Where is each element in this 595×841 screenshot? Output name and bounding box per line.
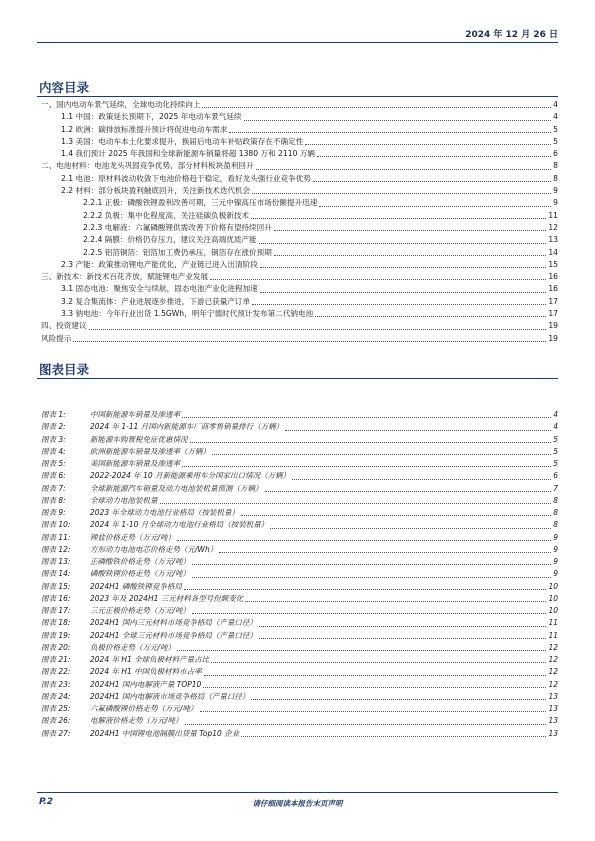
toc-leader-dots <box>317 156 551 157</box>
figure-entry-text <box>37 409 180 421</box>
figure-label: 图表 9: <box>41 508 66 517</box>
figure-title: 2023 年及 2024H1 三元材料各型号份额变化 <box>90 593 244 603</box>
figure-entry[interactable] <box>37 703 558 715</box>
figure-page: 10 <box>548 581 558 591</box>
figure-leader-dots <box>219 552 551 553</box>
figure-label: 图表 5: <box>41 459 66 468</box>
figure-label: 图表 13: <box>41 557 71 566</box>
toc-entry-page: 8 <box>553 173 558 183</box>
figure-entry-text <box>37 679 201 691</box>
figure-leader-dots <box>177 650 546 651</box>
figure-entry[interactable] <box>37 483 558 495</box>
toc-entry-title: 3.2 复合集流体：产业进展逐步推进，下游已获量产订单 <box>61 296 251 306</box>
figure-entry[interactable] <box>37 532 558 544</box>
figure-leader-dots <box>285 430 551 431</box>
figure-title: 美国新能源车销量及渗透率 <box>90 459 180 468</box>
figure-page: 11 <box>548 630 558 640</box>
figure-page: 13 <box>548 704 558 713</box>
figure-page: 13 <box>548 716 558 726</box>
toc-leader-dots <box>229 132 551 133</box>
toc-entry-page: 19 <box>548 333 558 343</box>
toc-entry[interactable] <box>37 259 558 271</box>
contents-divider <box>37 96 558 97</box>
figure-title: 2022-2024 年 10 月新能源乘用车分国家出口情况（万辆） <box>90 471 291 481</box>
figure-leader-dots <box>182 466 551 467</box>
figure-page: 8 <box>553 508 558 517</box>
figure-label: 图表 15: <box>41 581 71 591</box>
figure-label: 图表 8: <box>41 495 66 505</box>
figure-title: 磷酸铁锂价格走势（万元/吨） <box>90 569 191 579</box>
header-divider <box>37 42 558 43</box>
figure-leader-dots <box>265 491 552 492</box>
figure-page: 9 <box>553 569 558 579</box>
figure-entry[interactable] <box>37 409 558 421</box>
figure-entry[interactable] <box>37 544 558 556</box>
toc-leader-dots <box>260 292 547 293</box>
figure-title: 全球新能源汽车销量及动力电池装机量预测（万辆） <box>90 483 263 493</box>
figure-entry[interactable] <box>37 654 558 666</box>
figure-entry-text <box>37 470 290 482</box>
toc-entry-title: 2.2 材料：部分板块盈利触底回升，关注新技术迭代机会 <box>61 186 251 196</box>
figure-label: 图表 14: <box>41 569 71 579</box>
figure-entry[interactable] <box>37 458 558 470</box>
toc-entry-page: 19 <box>548 321 558 331</box>
toc-entry-title: 2.2.3 电解液：六氟磷酸锂供需改善下价格有望持续回升 <box>83 222 272 232</box>
toc-entry[interactable] <box>37 234 558 246</box>
figure-title: 2024H1 中国锂电池隔膜出货量 Top10 企业 <box>90 728 240 738</box>
figure-page: 8 <box>553 520 558 530</box>
figure-title: 方形动力电池电芯价格走势（元/Wh） <box>90 544 218 554</box>
figure-entry[interactable] <box>37 581 558 593</box>
figure-entry[interactable] <box>37 470 558 482</box>
figure-leader-dots <box>259 638 547 639</box>
toc-leader-dots <box>73 341 546 342</box>
figure-label: 图表 25: <box>41 704 71 713</box>
figure-entry[interactable] <box>37 605 558 617</box>
toc-leader-dots <box>260 267 547 268</box>
toc-entry-title: 三、新技术：新技术百花齐放，赋能锂电产业发展 <box>41 272 209 282</box>
figure-leader-dots <box>259 626 547 627</box>
toc-entry-title: 2.3 产能：政策推动锂电产能优化，产业链已进入出清阶段 <box>61 259 258 269</box>
figure-entry[interactable] <box>37 630 558 642</box>
toc-entry[interactable] <box>37 136 558 148</box>
figure-entry[interactable] <box>37 434 558 446</box>
figure-title: 新能源车购置税免征优惠情况 <box>90 434 188 444</box>
toc-entry-title: 二、电池材料：电池龙头巩固竞争优势，部分材料板块盈利回升 <box>41 161 254 171</box>
toc-leader-dots <box>202 107 551 108</box>
figure-label: 图表 26: <box>41 716 71 726</box>
toc-leader-dots <box>89 329 547 330</box>
toc-entry-title: 风险提示 <box>41 333 72 343</box>
figure-entry-text <box>37 421 283 433</box>
figures-divider <box>37 378 558 379</box>
toc-entry-title: 四、投资建议 <box>41 321 87 331</box>
figure-page: 11 <box>548 618 558 628</box>
figure-page: 5 <box>553 434 558 444</box>
figure-label: 图表 17: <box>41 606 71 615</box>
figure-page: 10 <box>548 606 558 615</box>
figure-page: 6 <box>553 471 558 481</box>
figure-title: 中国新能源车销量及渗透率 <box>90 410 180 419</box>
toc-entry-title: 1.2 欧洲：碳排放标准提升预计将促进电动车需求 <box>61 124 228 134</box>
toc-entry[interactable] <box>37 197 558 209</box>
toc-entry[interactable] <box>37 308 558 320</box>
figure-leader-dots <box>160 503 552 504</box>
figure-leader-dots <box>204 675 547 676</box>
figure-entry[interactable] <box>37 691 558 703</box>
figure-entry-text <box>37 581 182 593</box>
figure-leader-dots <box>241 515 551 516</box>
figure-label: 图表 1: <box>41 410 66 419</box>
toc-entry-title: 1.1 中国：政策延长预期下，2025 年电动车景气延续 <box>61 112 242 122</box>
figure-leader-dots <box>200 711 547 712</box>
toc-leader-dots <box>244 120 552 121</box>
figure-entry[interactable] <box>37 568 558 580</box>
figure-page: 8 <box>553 495 558 505</box>
figure-entry-text <box>37 544 217 556</box>
toc-entry-page: 5 <box>553 124 558 134</box>
figure-title: 2024 年 1-10 月全球动力电池行业格局（按装机量） <box>90 520 269 530</box>
toc-entry[interactable] <box>37 222 558 234</box>
footer-divider <box>37 792 558 793</box>
figure-page: 9 <box>553 557 558 566</box>
toc-leader-dots <box>251 218 546 219</box>
figure-entry-text <box>37 556 190 568</box>
figure-entry-text <box>37 507 239 519</box>
figure-page: 10 <box>548 593 558 603</box>
toc-entry[interactable] <box>37 160 558 172</box>
figure-title: 欧洲新能源车销量及渗透率（万辆） <box>90 446 210 456</box>
toc-entry-page: 17 <box>548 309 558 319</box>
figure-title: 2024 年 H1 全球负极材料产量占比 <box>90 655 210 664</box>
figure-label: 图表 11: <box>41 532 71 542</box>
toc-leader-dots <box>274 255 547 256</box>
figure-title: 2024H1 国内电解液产量 TOP10 <box>90 679 202 689</box>
figure-leader-dots <box>185 724 547 725</box>
figure-entry-text <box>37 691 249 703</box>
figure-entry-text <box>37 728 239 740</box>
toc-leader-dots <box>315 316 546 317</box>
contents-list <box>37 99 558 345</box>
toc-entry-page: 15 <box>548 259 558 269</box>
figure-page: 9 <box>553 544 558 554</box>
figure-entry-text <box>37 483 263 495</box>
figure-entry-text <box>37 630 257 642</box>
figure-entry[interactable] <box>37 617 558 629</box>
figure-entry[interactable] <box>37 421 558 433</box>
figure-entry-text <box>37 532 175 544</box>
figures-list <box>37 409 558 740</box>
figure-entry-text <box>37 519 268 531</box>
toc-leader-dots <box>252 304 546 305</box>
figure-label: 图表 2: <box>41 422 66 432</box>
figure-entry-text <box>37 666 202 678</box>
figure-page: 5 <box>553 459 558 468</box>
figure-entry[interactable] <box>37 593 558 605</box>
figure-title: 2024H1 国内三元材料市场竞争格局（产量口径） <box>90 618 257 628</box>
figure-leader-dots <box>212 454 551 455</box>
figure-label: 图表 6: <box>41 471 66 481</box>
toc-entry-page: 4 <box>553 100 558 109</box>
toc-entry[interactable] <box>37 124 558 136</box>
figure-entry-text <box>37 715 183 727</box>
figure-leader-dots <box>245 601 546 602</box>
figure-entry-text <box>37 703 198 715</box>
figure-label: 图表 10: <box>41 520 71 530</box>
figure-page: 4 <box>553 422 558 432</box>
figure-entry[interactable] <box>37 642 558 654</box>
figure-entry[interactable] <box>37 507 558 519</box>
figure-title: 锂盐价格走势（万元/吨） <box>90 532 176 542</box>
figure-label: 图表 23: <box>41 679 71 689</box>
toc-entry-page: 9 <box>553 186 558 196</box>
figure-title: 2023 年全球动力电池行业格局（按装机量） <box>90 508 239 517</box>
figure-label: 图表 19: <box>41 630 71 640</box>
figure-entry[interactable] <box>37 679 558 691</box>
figure-page: 5 <box>553 446 558 456</box>
toc-entry-page: 11 <box>548 210 558 220</box>
toc-entry-title: 2.2.5 铝箔铜箔：铝箔加工费仍承压，铜箔存在涨价预期 <box>83 247 272 257</box>
toc-entry-page: 9 <box>553 198 558 208</box>
figure-label: 图表 18: <box>41 618 71 628</box>
figure-label: 图表 3: <box>41 434 66 444</box>
toc-leader-dots <box>256 169 552 170</box>
figure-title: 六氟磷酸锂价格走势（万元/吨） <box>90 704 198 713</box>
figure-entry-text <box>37 434 188 446</box>
toc-entry-page: 16 <box>548 272 558 282</box>
toc-leader-dots <box>313 181 551 182</box>
figure-page: 7 <box>553 483 558 493</box>
figure-page: 12 <box>548 655 558 664</box>
figure-page: 12 <box>548 642 558 652</box>
toc-leader-dots <box>252 193 551 194</box>
toc-entry-title: 3.3 钠电池：今年行业出货 1.5GWh，明年宁德时代预计发布第二代钠电池 <box>61 309 314 319</box>
contents-title: 内容目录 <box>39 80 90 95</box>
toc-leader-dots <box>319 206 551 207</box>
figure-leader-dots <box>192 564 551 565</box>
figure-leader-dots <box>241 736 546 737</box>
toc-leader-dots <box>305 144 551 145</box>
figure-label: 图表 16: <box>41 593 71 603</box>
figure-entry[interactable] <box>37 495 558 507</box>
figure-label: 图表 24: <box>41 691 71 701</box>
page-number: P.2 <box>39 797 53 807</box>
figure-title: 2024H1 全球三元材料市场竞争格局（产量口径） <box>90 630 257 640</box>
figures-title: 图表目录 <box>39 362 90 377</box>
toc-entry[interactable] <box>37 99 558 111</box>
figure-label: 图表 21: <box>41 655 71 664</box>
figure-page: 12 <box>548 667 558 677</box>
figure-leader-dots <box>203 687 546 688</box>
toc-entry[interactable] <box>37 247 558 259</box>
figure-entry-text <box>37 458 180 470</box>
figure-entry-text <box>37 605 190 617</box>
figure-label: 图表 12: <box>41 544 71 554</box>
toc-entry[interactable] <box>37 148 558 160</box>
figure-label: 图表 4: <box>41 446 66 456</box>
figure-leader-dots <box>270 528 551 529</box>
figure-title: 2024 年 1-11 月国内新能源车厂商零售销量排行（万辆） <box>90 422 284 432</box>
toc-entry-title: 3.1 固态电池：聚焦安全与续航，固态电池产业化进程加速 <box>61 284 258 294</box>
figure-page: 12 <box>548 679 558 689</box>
toc-entry-title: 2.2.1 正极：磷酸铁锂盈利改善可期，三元中镍高压市场份额提升迅速 <box>83 198 318 208</box>
toc-entry[interactable] <box>37 210 558 222</box>
figure-entry-text <box>37 495 158 507</box>
toc-entry[interactable] <box>37 271 558 283</box>
figure-leader-dots <box>177 540 551 541</box>
figure-title: 2024 年 H1 中国负极材料市占率 <box>90 667 202 677</box>
toc-entry[interactable] <box>37 296 558 308</box>
toc-entry-title: 2.2.2 负极：集中化程度高，关注硅碳负极新技术 <box>83 210 250 220</box>
figure-leader-dots <box>190 442 552 443</box>
toc-entry[interactable] <box>37 283 558 295</box>
figure-entry-text <box>37 568 190 580</box>
figure-entry[interactable] <box>37 666 558 678</box>
figure-title: 2024H1 国内电解液市场竞争格局（产量口径） <box>90 691 250 701</box>
toc-entry[interactable] <box>37 173 558 185</box>
toc-entry-page: 16 <box>548 284 558 294</box>
footer-disclaimer: 请仔细阅读本报告末页声明 <box>252 799 343 808</box>
toc-entry-page: 4 <box>553 112 558 122</box>
figure-page: 9 <box>553 532 558 542</box>
figure-entry[interactable] <box>37 715 558 727</box>
toc-entry[interactable] <box>37 320 558 332</box>
figure-leader-dots <box>192 613 546 614</box>
figure-leader-dots <box>182 417 551 418</box>
figure-label: 图表 27: <box>41 728 71 738</box>
figure-title: 全球动力电池装机量 <box>90 495 158 505</box>
figure-entry-text <box>37 446 210 458</box>
toc-entry-title: 1.3 美国：电动车本土化要求提升，换届后电动车补贴政策存在不确定性 <box>61 136 304 146</box>
figure-page: 13 <box>548 691 558 701</box>
toc-entry[interactable] <box>37 111 558 123</box>
figure-label: 图表 20: <box>41 642 71 652</box>
figure-label: 图表 22: <box>41 667 71 677</box>
figure-leader-dots <box>251 699 546 700</box>
figure-entry[interactable] <box>37 519 558 531</box>
toc-entry-page: 17 <box>548 296 558 306</box>
figure-entry[interactable] <box>37 556 558 568</box>
toc-leader-dots <box>274 230 547 231</box>
figure-title: 2024H1 磷酸铁锂竞争格局 <box>90 581 182 591</box>
figure-title: 电解液价格走势（万元/吨） <box>90 716 183 726</box>
toc-entry-page: 14 <box>548 247 558 257</box>
toc-entry-page: 13 <box>548 235 558 245</box>
figure-entry[interactable] <box>37 728 558 740</box>
toc-entry[interactable] <box>37 333 558 345</box>
figure-title: 正磷酸铁价格走势（万元/吨） <box>90 557 191 566</box>
figure-entry-text <box>37 593 243 605</box>
toc-entry[interactable] <box>37 185 558 197</box>
figure-leader-dots <box>211 662 546 663</box>
toc-entry-page: 8 <box>553 161 558 171</box>
figure-leader-dots <box>192 577 551 578</box>
toc-entry-title: 1.4 我们预计 2025 年我国和全球新能源车销量将超 1380 万和 2110 万辆 <box>61 149 316 159</box>
figure-title: 负极价格走势（万元/吨） <box>90 642 176 652</box>
figure-page: 13 <box>548 728 558 738</box>
toc-leader-dots <box>259 243 547 244</box>
toc-entry-page: 12 <box>548 222 558 232</box>
figure-entry-text <box>37 642 175 654</box>
figure-title: 三元正极价格走势（万元/吨） <box>90 606 191 615</box>
figure-entry[interactable] <box>37 446 558 458</box>
report-date: 2024 年 12 月 26 日 <box>465 30 558 40</box>
figure-leader-dots <box>184 589 547 590</box>
figure-entry-text <box>37 617 257 629</box>
toc-entry-page: 6 <box>553 149 558 159</box>
toc-leader-dots <box>210 279 546 280</box>
toc-entry-page: 5 <box>553 136 558 146</box>
figure-entry-text <box>37 654 209 666</box>
figure-label: 图表 7: <box>41 483 66 493</box>
toc-entry-title: 一、国内电动车景气延续，全球电动化持续向上 <box>41 100 201 109</box>
toc-entry-title: 2.1 电池：原材料波动收敛下电池价格趋于稳定，看好龙头强行业竞争优势 <box>61 173 311 183</box>
toc-entry-title: 2.2.4 隔膜：价格仍存压力，建议关注高端优质产能 <box>83 235 257 245</box>
figure-leader-dots <box>292 479 551 480</box>
figure-page: 4 <box>553 410 558 419</box>
